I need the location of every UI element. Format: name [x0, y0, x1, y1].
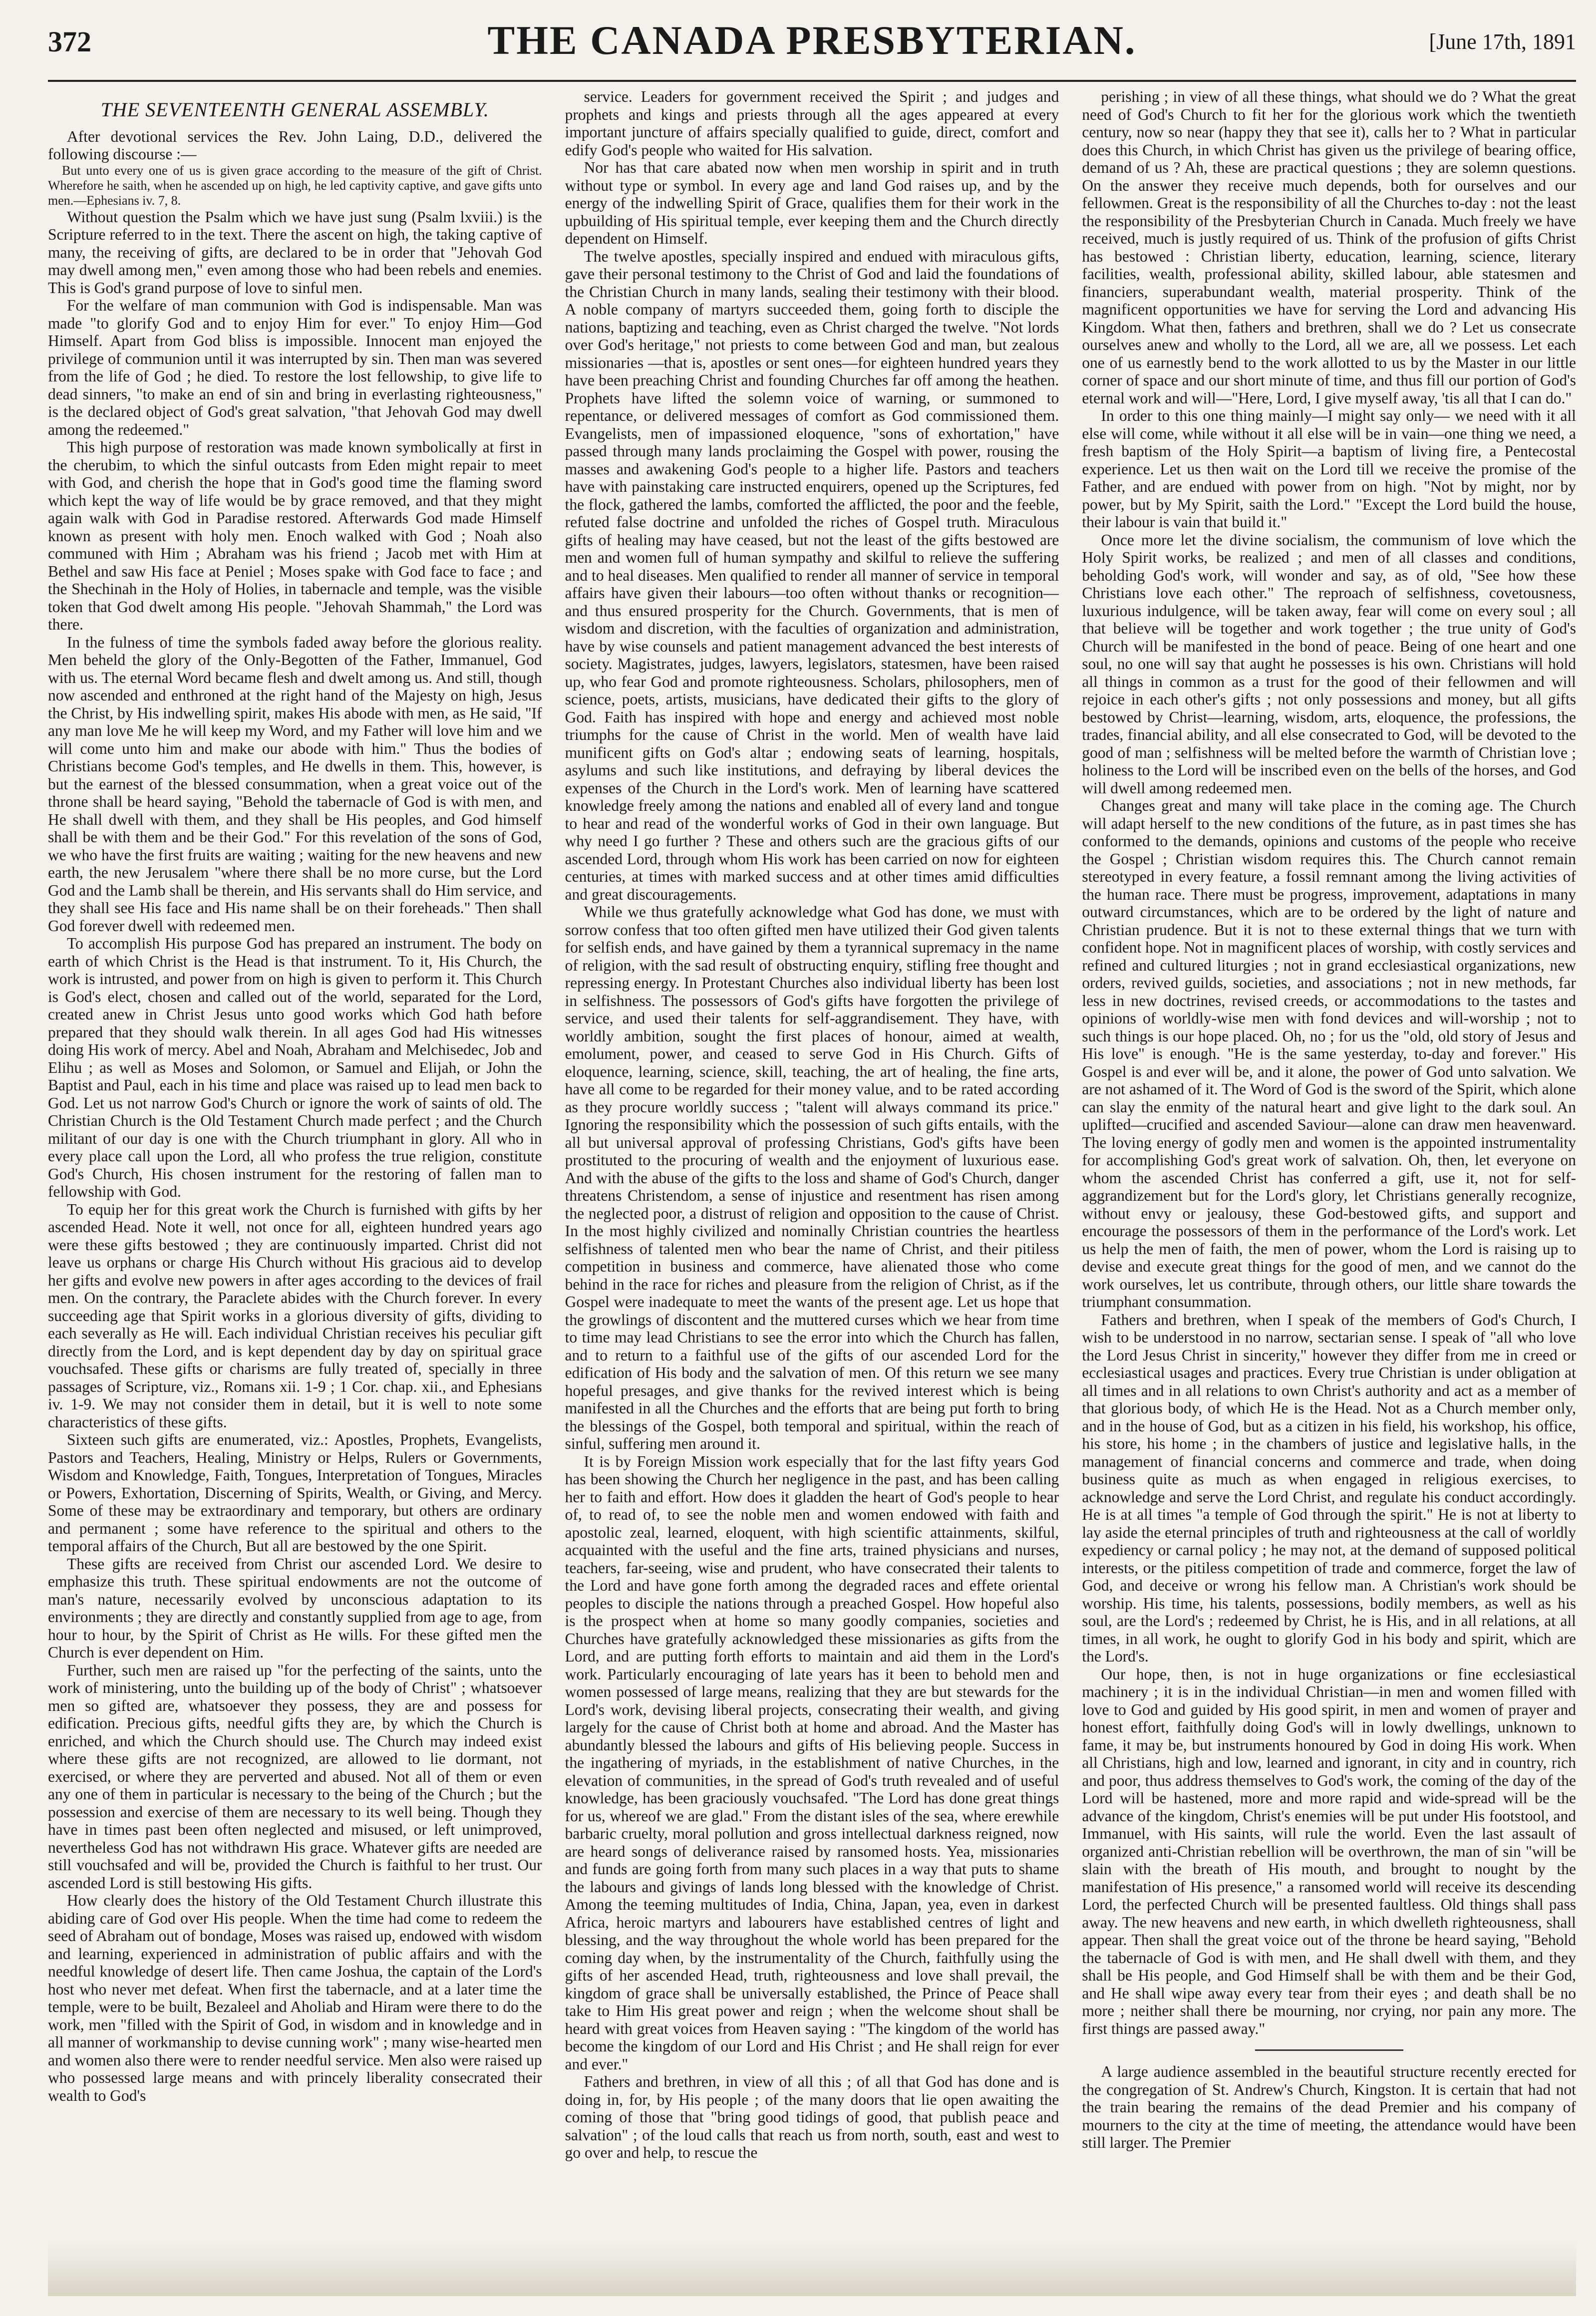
- paragraph: Once more let the divine socialism, the communism of love which the Holy Spirit works, be realized ; and men of all classes and conditions, beholding God's work, will wonder and say, as of old, "See how these Christians love each other." The reproach of selfishness, covetousness, luxurious indulgence, will be taken away, fear will come on every soul ; all that believe will be together and work together ; the true unity of God's Church will be manifested in the bond of peace. Being of one heart and one soul, no one will say that aught he possesses is his own. Christians will hold all things in common as a trust for the good of their fellowmen and will rejoice in each other's gifts ; not only possessions and money, but all gifts bestowed by Christ—learning, wisdom, arts, eloquence, the professions, the trades, financial ability, and all else consecrated to God, will be devoted to the good of man ; selfishness will be melted before the warmth of Christian love ; holiness to the Lord will be inscribed even on the bells of the horses, and God will dwell among redeemed men.: [1082, 531, 1577, 797]
- paragraph: To equip her for this great work the Church is furnished with gifts by her ascended Head. Note it well, not once for all, eighteen hundred years ago were these gifts bestowed ; they are continuously imparted. Christ did not leave us orphans or charge His Church without His gracious aid to develop her gifts and evolve new powers in after ages according to the devices of frail men. On the contrary, the Paraclete abides with the Church forever. In every succeeding age that Spirit works in a glorious diversity of gifts, dividing to each severally as He will. Each individual Christian receives his peculiar gift directly from the Lord, and is kept dependent day by day on spiritual grace vouchsafed. These gifts or charisms are fully treated of, specially in three passages of Scripture, viz., Romans xii. 1-9 ; 1 Cor. chap. xii., and Ephesians iv. 1-9. We may not consider them in detail, but it is well to note some characteristics of these gifts.: [48, 1200, 542, 1431]
- paragraph: After devotional services the Rev. John Laing, D.D., delivered the following discourse :—: [48, 127, 542, 163]
- paragraph: These gifts are received from Christ our ascended Lord. We desire to emphasize this truth. These spiritual endowments are not the outcome of man's nature, necessarily evolved by unconscious adaptation to its environments ; they are directly and constantly supplied from age to age, from hour to hour, by the Spirit of Christ as He wills. For these gifted men the Church is ever dependent on Him.: [48, 1555, 542, 1661]
- section-divider: [1255, 2049, 1403, 2051]
- paragraph: Changes great and many will take place in the coming age. The Church will adapt herself to the new conditions of the future, as in past times she has conformed to the demands, opinions and customs of the people who receive the Gospel ; Christian wisdom requires this. The Church cannot remain stereotyped in every feature, a fossil remnant among the living activities of the human race. There must be progress, improvement, adaptations in many outward circumstances, which are to be ordered by the light of nature and Christian prudence. But it is not to these external things that we turn with confident hope. Not in magnificent places of worship, with costly services and refined and cultured liturgies ; not in grand ecclesiastical organizations, new orders, revived guilds, societies, and associations ; not in new methods, far less in new doctrines, revised creeds, or accommodations to the tastes and opinions of worldly-wise men with fond devices and will-worship ; not to such things is our hope placed. Oh, no ; for us the "old, old story of Jesus and His love" is enough. "He is the same yesterday, to-day and forever." His Gospel is and ever will be, and it alone, the power of God unto salvation. We are not ashamed of it. The Word of God is the sword of the Spirit, which alone can slay the enmity of the natural heart and give light to the dark soul. An uplifted—crucified and ascended Saviour—alone can draw men heavenward. The loving energy of godly men and women is the appointed instrumentality for accomplishing God's great work of salvation. Oh, then, let everyone on whom the ascended Christ has conferred a gift, use it, not for self-aggrandizement but for the Lord's glory, let Christians generally recognize, without envy or jealousy, these God-bestowed gifts, and support and encourage the possessors of them in the performance of the Lord's work. Let us help the men of faith, the men of power, whom the Lord is raising up to devise and execute great things for the good of men, and we cannot do the work ourselves, let us contribute, through others, our little share towards the triumphant consummation.: [1082, 797, 1577, 1311]
- paragraph: While we thus gratefully acknowledge what God has done, we must with sorrow confess that too often gifted men have utilized their God given talents for selfish ends, and have gained by them a tyrannical supremacy in the name of religion, with the sad result of obstructing enquiry, stifling free thought and repressing energy. In Protestant Churches also individual liberty has been lost in selfishness. The possessors of God's gifts have forgotten the privilege of service, and used their talents for self-aggrandisement. They have, with worldly ambition, sought the first places of honour, aimed at wealth, emolument, power, and ceased to serve God in His Church. Gifts of eloquence, learning, science, skill, teaching, the art of healing, the fine arts, have all come to be regarded for their money value, and to be rated according as they procure worldly success ; "talent will always command its price." Ignoring the responsibility which the possession of such gifts entails, with the all but universal approval of professing Christians, God's gifts have been prostituted to the procuring of wealth and the enjoyment of luxurious ease. And with the abuse of the gifts to the loss and shame of God's Church, danger threatens Christendom, a sense of injustice and resentment has risen among the neglected poor, a distrust of religion and opposition to the cause of Christ. In the most highly civilized and nominally Christian countries the heartless selfishness of talented men who bear the name of Christ, and their pitiless competition in business and commerce, have alienated those who come behind in the race for riches and pleasure from the religion of Christ, as if the Gospel were inadequate to meet the wants of the present age. Let us hope that the growlings of discontent and the muttered curses which we hear from time to time may lead Christians to see the error into which the Church has fallen, and to return to a faithful use of the gifts of our ascended Lord for the edification of His body and the salvation of men. Of this return we see many hopeful presages, and give thanks for the revived interest which is being manifested in all the Churches and the efforts that are being put forth to bring the blessings of the Gospel, both temporal and spiritual, within the reach of sinful, suffering men around it.: [565, 903, 1059, 1452]
- paragraph: Further, such men are raised up "for the perfecting of the saints, unto the work of ministering, unto the building up of the body of Christ" ; whatsoever men so gifted are, whatsoever they possess, they are and possess for edification. Precious gifts, needful gifts they are, by which the Church is enriched, and which the Church should use. The Church may indeed exist where these gifts are not recognized, are allowed to lie dormant, not exercised, or where they are perverted and abused. Not all of them or even any one of them in particular is necessary to the being of the Church ; but the possession and exercise of them are necessary to its well being. Though they have in times past been often neglected and misused, or left unimproved, nevertheless God has not withdrawn His grace. Whatever gifts are needed are still vouchsafed and will be, provided the Church is faithful to her trust. Our ascended Lord is still bestowing His gifts.: [48, 1661, 542, 1892]
- paragraph: Fathers and brethren, when I speak of the members of God's Church, I wish to be understood in no narrow, sectarian sense. I speak of "all who love the Lord Jesus Christ in sincerity," however they differ from me in creed or ecclesiastical usages and practices. Every true Christian is under obligation at all times and in all relations to own Christ's authority and act as a member of that glorious body, of which He is the Head. Not as a Church member only, and in the house of God, but as a citizen in his field, his workshop, his office, his store, his home ; in the chambers of justice and legislative halls, in the management of financial concerns and commerce and trade, when doing business quite as much as when engaged in religious exercises, to acknowledge and serve the Lord Christ, and regulate his conduct accordingly. He is at all times "a temple of God through the spirit." He is not at liberty to lay aside the eternal principles of truth and righteousness at the call of worldly expediency or carnal policy ; he may not, at the demand of supposed political interests, or the pitiless competition of trade and commerce, forget the law of God, and deceive or wrong his fellow man. A Christian's work should be worship. His time, his talents, possessions, bodily members, as well as his soul, are the Lord's ; redeemed by Christ, he is His, and in all relations, at all times, in all work, he ought to glorify God in his body and spirit, which are the Lord's.: [1082, 1311, 1577, 1665]
- paragraph: This high purpose of restoration was made known symbolically at first in the cherubim, to which the sinful outcasts from Eden might repair to meet with God, and cherish the hope that in God's good time the flaming sword which kept the way of life would be by grace removed, and that they might again walk with God in Paradise restored. Afterwards God made Himself known as present with holy men. Enoch walked with God ; Noah also communed with Him ; Abraham was his friend ; Jacob met with Him at Bethel and saw His face at Peniel ; Moses spake with God face to face ; and the Shechinah in the Holy of Holies, in tabernacle and temple, was the visible token that God dwelt among His people. "Jehovah Shammah," the Lord was there.: [48, 438, 542, 633]
- paragraph: In the fulness of time the symbols faded away before the glorious reality. Men beheld the glory of the Only-Begotten of the Father, Immanuel, God with us. The eternal Word became flesh and dwelt among us. And still, though now ascended and enthroned at the right hand of the Majesty on high, Jesus the Christ, by His indwelling spirit, makes His abode with men, as He said, "If any man love Me he will keep my Word, and my Father will love him and we will come unto him and make our abode with him." Thus the bodies of Christians become God's temples, and He dwells in them. This, however, is but the earnest of the blessed consummation, when a great voice out of the throne shall be heard saying, "Behold the tabernacle of God is with men, and He shall dwell with them, and they shall be His peoples, and God himself shall be with them and be their God." For this revelation of the sons of God, we who have the first fruits are waiting ; waiting for the new heavens and new earth, the new Jerusalem "where there shall be no more curse, but the Lord God and the Lamb shall be therein, and His servants shall do Him service, and they shall see His face and His name shall be on their foreheads." Then shall God forever dwell with redeemed men.: [48, 633, 542, 935]
- page-header: [48, 14, 1576, 74]
- page-number: 372: [48, 25, 91, 58]
- paragraph: Fathers and brethren, in view of all this ; of all that God has done and is doing in, for, by His people ; of the many doors that lie open awaiting the coming of those that "bring good tidings of good, that publish peace and salvation" ; of the loud calls that reach us from north, south, east and west to go over and help, to rescue the: [565, 2073, 1059, 2161]
- column-3: [1082, 88, 1576, 2241]
- paragraph: Nor has that care abated now when men worship in spirit and in truth without type or symbol. In every age and land God raises up, and by the energy of the indwelling Spirit of Grace, qualifies them for their work in the upbuilding of His spiritual temple, ever keeping them and the Church directly dependent on Himself.: [565, 159, 1059, 247]
- page-bottom-fade: [48, 2241, 1576, 2296]
- header-rule: [48, 80, 1576, 82]
- paragraph: The twelve apostles, specially inspired and endued with miraculous gifts, gave their personal testimony to the Christ of God and laid the foundations of the Christian Church in many lands, sealing their testimony with their blood. A noble company of martyrs succeeded them, going forth to disciple the nations, baptizing and teaching, even as Christ charged the twelve. "Not lords over God's heritage," not priests to come between God and man, but zealous missionaries —that is, apostles or sent ones—for eighteen hundred years they have been preaching Christ and founding Churches far off among the heathen. Prophets have lifted the solemn voice of warning, or summoned to repentance, or delivered messages of comfort as God commissioned them. Evangelists, men of impassioned eloquence, "sons of exhortation," have passed through many lands proclaiming the Gospel with power, rousing the masses and awakening God's people to a higher life. Pastors and teachers have with painstaking care instructed enquirers, opened up the Scriptures, fed the flock, gathered the lambs, comforted the afflicted, the poor and the feeble, refuted false doctrine and unfolded the riches of Gospel truth. Miraculous gifts of healing may have ceased, but not the least of the gifts bestowed are men and women full of human sympathy and skilful to relieve the suffering and to heal diseases. Men qualified to render all manner of service in temporal affairs have given their labours—too often without thanks or recognition—and thus ensured prosperity for the Church. Governments, that is men of wisdom and discretion, with the faculties of organization and administration, have by wise counsels and patient management advanced the best interests of society. Magistrates, judges, lawyers, legislators, statesmen, have been raised up, who fear God and promote righteousness. Scholars, philosophers, men of science, poets, artists, musicians, have dedicated their gifts to the glory of God. Faith has inspired with hope and energy and achieved most noble triumphs for the cause of Christ in the world. Men of wealth have laid munificent gifts on God's altar ; endowing seats of learning, hospitals, asylums and such like institutions, and defraying by liberal devices the expenses of the Church in the Lord's work. Men of learning have scattered knowledge freely among the nations and enabled all of every land and tongue to hear and read of the wonderful works of God in their own language. But why need I go further ? These and others such are the gracious gifts of our ascended Lord, through whom His work has been carried on now for eighteen centuries, at times with marked success and at other times amid difficulties and great discouragements.: [565, 247, 1059, 903]
- paragraph: It is by Foreign Mission work especially that for the last fifty years God has been showing the Church her negligence in the past, and has been calling her to faith and effort. How does it gladden the heart of God's people to hear of, to read of, to see the noble men and women endowed with faith and apostolic zeal, learned, eloquent, with high scientific attainments, skilful, acquainted with the useful and the fine arts, trained physicians and nurses, teachers, far-seeing, wise and prudent, who have consecrated their talents to the Lord and have gone forth among the degraded races and effete oriental peoples to disciple the nations through a preached Gospel. How hopeful also is the prospect when at home so many goodly companies, societies and Churches have gratefully acknowledged these missionaries as gifts from the Lord, and are putting forth efforts to maintain and aid them in the Lord's work. Particularly encouraging of late years has it been to behold men and women possessed of large means, realizing that they are but stewards for the Lord's work, devising liberal projects, consecrating their wealth, and giving largely for the cause of Christ both at home and abroad. And the Master has abundantly blessed the labours and gifts of His believing people. Success in the ingathering of myriads, in the establishment of native Churches, in the elevation of communities, in the spread of God's truth revealed and of useful knowledge, has been graciously vouchsafed. "The Lord has done great things for us, whereof we are glad." From the distant isles of the sea, where erewhile barbaric cruelty, moral pollution and gross intellectual darkness reigned, now are heard songs of deliverance raised by ransomed hosts. Yea, missionaries and funds are going forth from many such places in a way that puts to shame the labours and givings of lands long blessed with the knowledge of Christ. Among the teeming multitudes of India, China, Japan, yea, even in darkest Africa, heroic martyrs and labourers have established centres of light and blessing, and the way throughout the whole world has been prepared for the coming day when, by the instrumentality of the Church, faithfully using the gifts of her ascended Head, truth, righteousness and love shall prevail, the kingdom of grace shall be universally established, the Prince of Peace shall take to Him His great power and reign ; when the welcome shout shall be heard with great voices from Heaven saying : "The kingdom of the world has become the kingdom of our Lord and His Christ ; and He shall reign for ever and ever.": [565, 1452, 1059, 2073]
- paragraph: For the welfare of man communion with God is indispensable. Man was made "to glorify God and to enjoy Him for ever." To enjoy Him—God Himself. Apart from God bliss is impossible. Innocent man enjoyed the privilege of communion until it was interrupted by sin. Then man was severed from the life of God ; he died. To restore the lost fellowship, to give life to dead sinners, "to make an end of sin and bring in everlasting righteousness," is the declared object of God's great salvation, "that Jehovah God may dwell among the redeemed.": [48, 297, 542, 438]
- paragraph: Without question the Psalm which we have just sung (Psalm lxviii.) is the Scripture referred to in the text. There the ascent on high, the taking captive of many, the receiving of gifts, are declared to be in order that "Jehovah God may dwell among men," even among those who had been rebels and enemies. This is God's grand purpose of love to sinful men.: [48, 208, 542, 297]
- article-title: THE SEVENTEENTH GENERAL ASSEMBLY.: [100, 98, 489, 121]
- scripture-text: But unto every one of us is given grace according to the measure of the gift of Christ. Wherefore he saith, when he ascended up on high, he led captivity captive, and gave gifts unto men.—Ephesians iv. 7, 8.: [48, 163, 542, 208]
- paragraph: How clearly does the history of the Old Testament Church illustrate this abiding care of God over His people. When the time had come to redeem the seed of Abraham out of bondage, Moses was raised up, endowed with wisdom and learning, experienced in administration of public affairs and with the needful knowledge of desert life. Then came Joshua, the captain of the Lord's host who never met defeat. When first the tabernacle, and at a later time the temple, were to be built, Bezaleel and Aholiab and Hiram were there to do the work, men "filled with the Spirit of God, in wisdom and in knowledge and in all manner of workmanship to devise cunning work" ; many wise-hearted men and women also there were to render needful service. Men also were raised up who possessed large means and with princely liberality consecrated their wealth to God's: [48, 1892, 542, 2104]
- issue-date: [June 17th, 1891: [1429, 29, 1576, 54]
- paragraph: Sixteen such gifts are enumerated, viz.: Apostles, Prophets, Evangelists, Pastors and Teachers, Healing, Ministry or Helps, Rulers or Governments, Wisdom and Knowledge, Faith, Tongues, Interpretation of Tongues, Miracles or Powers, Exhortation, Discerning of Spirits, Wealth, or Giving, and Mercy. Some of these may be extraordinary and temporary, but others are ordinary and permanent ; some have reference to the spiritual and others to the temporal affairs of the Church, But all are bestowed by the one Spirit.: [48, 1431, 542, 1555]
- masthead: THE CANADA PRESBYTERIAN.: [487, 17, 1137, 63]
- paragraph: A large audience assembled in the beautiful structure recently erected for the congregation of St. Andrew's Church, Kingston. It is certain that had not the train bearing the remains of the dead Premier and his company of mourners to the city at the time of meeting, the attendance would have been still larger. The Premier: [1082, 2063, 1577, 2151]
- column-2: [565, 88, 1059, 2241]
- paragraph: To accomplish His purpose God has prepared an instrument. The body on earth of which Christ is the Head is that instrument. To it, His Church, the work is intrusted, and power from on high is given to perform it. This Church is God's elect, chosen and called out of the world, separated for the Lord, created anew in Christ Jesus unto good works which God hath before prepared that they should walk therein. In all ages God had His witnesses doing His work of mercy. Abel and Noah, Abraham and Melchisedec, Job and Elihu ; as well as Moses and Solomon, or Samuel and Elijah, or John the Baptist and Paul, each in his time and place was raised up to lead men back to God. Let us not narrow God's Church or ignore the work of saints of old. The Christian Church is the Old Testament Church made perfect ; and the Church militant of our day is one with the Church triumphant in glory. All who in every place call upon the Lord, all who profess the true religion, constitute God's Church, His chosen instrument for the restoring of fallen man to fellowship with God.: [48, 935, 542, 1200]
- paragraph: perishing ; in view of all these things, what should we do ? What the great need of God's Church to fit her for the glorious work which the twentieth century, now so near (happy they that see it), calls her to ? What in particular does this Church, in which Christ has given us the privilege of bearing office, demand of us ? Ah, these are practical questions ; they are solemn questions. On the answer they receive much depends, both for ourselves and our fellowmen. Great is the responsibility of all the Churches to-day : not the least the responsibility of the Presbyterian Church in Canada. Much freely we have received, much is justly required of us. Think of the profusion of gifts Christ has bestowed : Christian liberty, education, learning, science, literary facilities, wealth, professional ability, skilled labour, able statesmen and financiers, superabundant wealth, material prosperity. Think of the magnificent opportunities we have for serving the Lord and advancing His Kingdom. What then, fathers and brethren, shall we do ? Let us consecrate ourselves anew and wholly to the Lord, all we are, all we possess. Let each one of us earnestly bend to the work allotted to us by the Master in our little corner of space and our short minute of time, and thus fill our portion of God's eternal work and will—"Here, Lord, I give myself away, 'tis all that I can do.": [1082, 88, 1577, 407]
- paragraph: Our hope, then, is not in huge organizations or fine ecclesiastical machinery ; it is in the individual Christian—in men and women filled with love to God and guided by His good spirit, in men and women of prayer and honest effort, faithfully doing God's will in lowly dwellings, unknown to fame, it may be, but instruments honoured by God in doing His work. When all Christians, high and low, learned and ignorant, in city and in country, rich and poor, thus address themselves to God's work, the coming of the day of the Lord will be hastened, more and more rapid and wide-spread will be the advance of the kingdom, Christ's enemies will be put under His footstool, and Immanuel, with His saints, will rule the world. Even the last assault of organized anti-Christian rebellion will be overthrown, the man of sin "will be slain with the breath of His mouth, and brought to nought by the manifestation of His presence," a ransomed world will receive its descending Lord, the perfected Church will be presented faultless. Old things shall pass away. The new heavens and new earth, in which dwelleth righteousness, shall appear. Then shall the great voice out of the throne be heard saying, "Behold the tabernacle of God is with men, and He shall dwell with them, and they shall be His people, and God Himself shall be with them and be their God, and He shall wipe away every tear from their eyes ; and death shall be no more ; neither shall there be mourning, nor crying, nor pain any more. The first things are passed away.": [1082, 1665, 1577, 2037]
- article-columns: [48, 88, 1576, 2241]
- paragraph: service. Leaders for government received the Spirit ; and judges and prophets and kings and priests through all the ages appeared at every important juncture of affairs specially qualified to guide, direct, comfort and edify God's people who waited for His salvation.: [565, 88, 1059, 159]
- column-1: [48, 88, 542, 2241]
- paragraph: In order to this one thing mainly—I might say only— we need with it all else will come, while without it all else will be in vain—one thing we need, a fresh baptism of the Holy Spirit—a baptism of living fire, a Pentecostal experience. Let us then wait on the Lord till we receive the promise of the Father, and are endued with power from on high. "Not by might, nor by power, but by My Spirit, saith the Lord." "Except the Lord build the house, their labour is vain that build it.": [1082, 407, 1577, 531]
